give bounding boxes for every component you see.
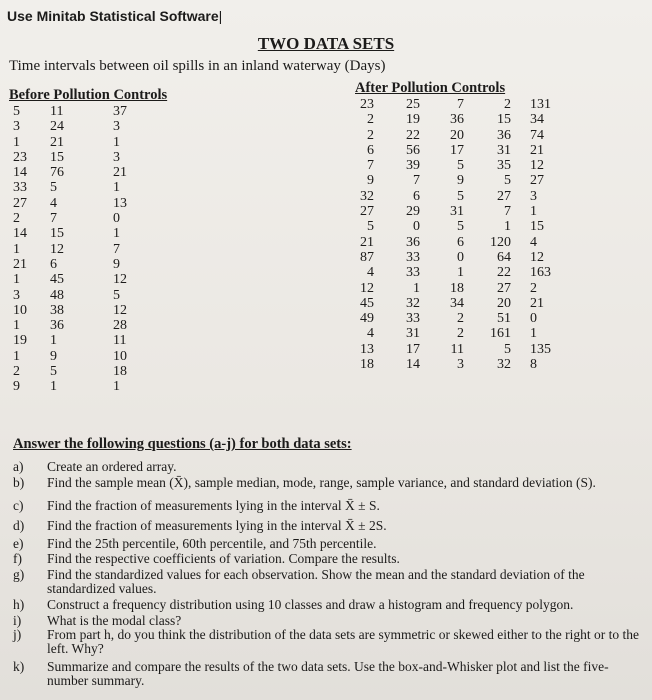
question-text: Find the sample mean (X̄), sample median, mode, range, sample variance, and standard deviation (S). <box>47 475 596 490</box>
after-value: 7 <box>367 158 374 174</box>
after-value: 36 <box>406 234 420 250</box>
after-value: 33 <box>406 311 420 327</box>
after-value: 2 <box>504 97 511 112</box>
after-value: 21 <box>530 142 544 158</box>
before-value: 1 <box>13 272 20 288</box>
before-value: 37 <box>113 104 127 119</box>
before-value: 76 <box>50 165 64 181</box>
question-text: Create an ordered array. <box>47 459 177 474</box>
after-value: 15 <box>497 112 511 128</box>
after-value: 27 <box>530 173 544 189</box>
question-letter: c) <box>13 498 24 513</box>
after-value: 12 <box>530 158 544 174</box>
before-value: 21 <box>50 134 64 150</box>
after-value: 18 <box>360 357 374 373</box>
before-value: 28 <box>113 318 127 334</box>
after-value: 4 <box>367 265 374 281</box>
before-value: 5 <box>50 364 57 380</box>
before-column-3 <box>113 104 127 395</box>
after-value: 27 <box>497 280 511 296</box>
before-value: 12 <box>113 272 127 288</box>
after-value: 120 <box>490 234 511 250</box>
after-value: 12 <box>530 249 544 265</box>
before-header: Before Pollution Controls <box>9 87 168 103</box>
after-value: 56 <box>406 142 420 158</box>
question-text: Summarize and compare the results of the two data sets. Use the box-and-Whisker plot and list the five-number summary. <box>47 659 609 688</box>
before-value: 12 <box>50 241 64 257</box>
before-value: 1 <box>50 333 57 349</box>
after-value: 22 <box>497 265 511 281</box>
after-value: 33 <box>406 265 420 281</box>
after-value: 4 <box>530 234 537 250</box>
before-value: 18 <box>113 364 127 380</box>
page-title: TWO DATA SETS <box>257 34 395 53</box>
after-value: 31 <box>406 326 420 342</box>
after-value: 17 <box>406 341 420 357</box>
after-value: 6 <box>413 188 420 204</box>
before-value: 9 <box>13 379 20 395</box>
before-value: 7 <box>50 211 57 227</box>
before-value: 33 <box>13 180 27 196</box>
before-value: 3 <box>13 287 20 303</box>
before-value: 0 <box>113 211 120 227</box>
after-value: 2 <box>367 112 374 128</box>
after-value: 3 <box>457 357 464 373</box>
after-value: 5 <box>457 188 464 204</box>
before-value: 1 <box>13 318 20 334</box>
after-value: 39 <box>406 158 420 174</box>
question-letter: i) <box>13 613 22 628</box>
after-value: 5 <box>367 219 374 235</box>
page-subtitle: Time intervals between oil spills in an inland waterway (Days) <box>9 58 386 74</box>
after-value: 7 <box>457 97 464 112</box>
question-letter: k) <box>13 659 25 674</box>
after-value: 2 <box>457 326 464 342</box>
after-value: 87 <box>360 249 374 265</box>
after-value: 0 <box>457 249 464 265</box>
after-value: 74 <box>530 127 544 143</box>
before-value: 3 <box>113 149 120 165</box>
question-letter: d) <box>13 518 25 533</box>
after-value: 13 <box>360 341 374 357</box>
after-value: 34 <box>530 112 544 128</box>
after-value: 0 <box>530 311 537 327</box>
question-letter: a) <box>13 459 24 474</box>
after-value: 6 <box>457 234 464 250</box>
after-header: After Pollution Controls <box>355 80 506 96</box>
after-value: 21 <box>360 234 374 250</box>
before-value: 1 <box>13 348 20 364</box>
after-value: 5 <box>457 219 464 235</box>
after-value: 5 <box>504 341 511 357</box>
before-value: 15 <box>50 149 64 165</box>
after-value: 11 <box>450 341 464 357</box>
after-value: 6 <box>367 142 374 158</box>
after-value: 23 <box>360 97 374 112</box>
after-value: 32 <box>406 295 420 311</box>
after-value: 131 <box>530 97 551 112</box>
after-value: 33 <box>406 249 420 265</box>
after-value: 3 <box>530 188 537 204</box>
after-value: 7 <box>413 173 420 189</box>
after-value: 29 <box>406 204 420 220</box>
before-value: 9 <box>113 256 120 272</box>
before-value: 1 <box>13 134 20 150</box>
after-value: 36 <box>450 112 464 128</box>
question-text: Find the fraction of measurements lying in the interval X̄ ± 2S. <box>47 518 387 533</box>
after-value: 9 <box>367 173 374 189</box>
before-value: 13 <box>113 195 127 211</box>
after-value: 163 <box>530 265 551 281</box>
before-value: 1 <box>13 241 20 257</box>
after-value: 64 <box>497 249 511 265</box>
before-value: 5 <box>13 104 20 119</box>
before-value: 1 <box>50 379 57 395</box>
after-value: 31 <box>450 204 464 220</box>
after-column-4 <box>471 97 511 372</box>
after-value: 25 <box>406 97 420 112</box>
question-text: Find the standardized values for each observation. Show the mean and the standard deviation of the standardized values. <box>47 567 585 596</box>
before-value: 24 <box>50 119 64 135</box>
after-value: 19 <box>406 112 420 128</box>
before-value: 36 <box>50 318 64 334</box>
before-value: 5 <box>113 287 120 303</box>
before-column-2 <box>50 104 64 395</box>
after-value: 20 <box>497 295 511 311</box>
before-value: 1 <box>113 134 120 150</box>
before-value: 48 <box>50 287 64 303</box>
after-value: 32 <box>497 357 511 373</box>
after-value: 20 <box>450 127 464 143</box>
before-value: 11 <box>113 333 127 349</box>
after-value: 27 <box>497 188 511 204</box>
after-value: 7 <box>504 204 511 220</box>
after-value: 12 <box>360 280 374 296</box>
before-value: 11 <box>50 104 64 119</box>
before-value: 19 <box>13 333 27 349</box>
after-value: 34 <box>450 295 464 311</box>
software-line: Use Minitab Statistical Software <box>7 8 219 24</box>
after-value: 45 <box>360 295 374 311</box>
after-value: 2 <box>530 280 537 296</box>
after-value: 49 <box>360 311 374 327</box>
before-value: 2 <box>13 211 20 227</box>
before-value: 1 <box>113 226 120 242</box>
before-value: 9 <box>50 348 57 364</box>
after-value: 18 <box>450 280 464 296</box>
after-value: 5 <box>457 158 464 174</box>
before-value: 6 <box>50 256 57 272</box>
after-column-2 <box>380 97 420 372</box>
before-value: 14 <box>13 226 27 242</box>
after-column-1 <box>334 97 374 372</box>
after-value: 32 <box>360 188 374 204</box>
text-cursor: | <box>218 8 223 24</box>
question-letter: j) <box>13 627 22 642</box>
before-value: 3 <box>113 119 120 135</box>
question-text: Find the fraction of measurements lying in the interval X̄ ± S. <box>47 498 380 513</box>
question-text: Find the respective coefficients of variation. Compare the results. <box>47 551 400 566</box>
after-value: 31 <box>497 142 511 158</box>
question-letter: f) <box>13 551 22 566</box>
question-letter: h) <box>13 597 25 612</box>
question-letter: b) <box>13 475 25 490</box>
after-value: 51 <box>497 311 511 327</box>
before-value: 14 <box>13 165 27 181</box>
question-text: From part h, do you think the distribution of the data sets are symmetric or skewed either to the right or to the left. Why? <box>47 627 639 656</box>
software-instruction <box>7 8 222 24</box>
after-value: 135 <box>530 341 551 357</box>
before-value: 5 <box>50 180 57 196</box>
after-value: 4 <box>367 326 374 342</box>
after-value: 14 <box>406 357 420 373</box>
before-value: 12 <box>113 302 127 318</box>
after-value: 161 <box>490 326 511 342</box>
after-value: 35 <box>497 158 511 174</box>
after-value: 1 <box>530 204 537 220</box>
before-value: 10 <box>113 348 127 364</box>
after-value: 21 <box>530 295 544 311</box>
after-value: 2 <box>367 127 374 143</box>
question-letter: g) <box>13 567 25 582</box>
after-column-5 <box>530 97 551 372</box>
before-column-1 <box>13 104 27 395</box>
after-value: 9 <box>457 173 464 189</box>
before-value: 10 <box>13 302 27 318</box>
after-value: 1 <box>504 219 511 235</box>
after-value: 1 <box>457 265 464 281</box>
before-value: 15 <box>50 226 64 242</box>
after-value: 17 <box>450 142 464 158</box>
after-value: 36 <box>497 127 511 143</box>
before-value: 3 <box>13 119 20 135</box>
before-value: 4 <box>50 195 57 211</box>
after-value: 8 <box>530 357 537 373</box>
after-value: 1 <box>413 280 420 296</box>
before-value: 1 <box>113 180 120 196</box>
before-value: 1 <box>113 379 120 395</box>
after-value: 15 <box>530 219 544 235</box>
after-column-3 <box>424 97 464 372</box>
before-value: 45 <box>50 272 64 288</box>
question-letter: e) <box>13 536 24 551</box>
before-value: 7 <box>113 241 120 257</box>
answer-header: Answer the following questions (a-j) for both data sets: <box>13 436 352 452</box>
before-value: 21 <box>13 256 27 272</box>
after-value: 5 <box>504 173 511 189</box>
before-value: 23 <box>13 149 27 165</box>
question-text: Find the 25th percentile, 60th percentile, and 75th percentile. <box>47 536 377 551</box>
after-value: 27 <box>360 204 374 220</box>
after-value: 22 <box>406 127 420 143</box>
after-value: 1 <box>530 326 537 342</box>
question-text: What is the modal class? <box>47 613 182 628</box>
before-value: 27 <box>13 195 27 211</box>
after-value: 0 <box>413 219 420 235</box>
question-text: Construct a frequency distribution using 10 classes and draw a histogram and frequency polygon. <box>47 597 574 612</box>
before-value: 38 <box>50 302 64 318</box>
before-value: 2 <box>13 364 20 380</box>
before-value: 21 <box>113 165 127 181</box>
after-value: 2 <box>457 311 464 327</box>
